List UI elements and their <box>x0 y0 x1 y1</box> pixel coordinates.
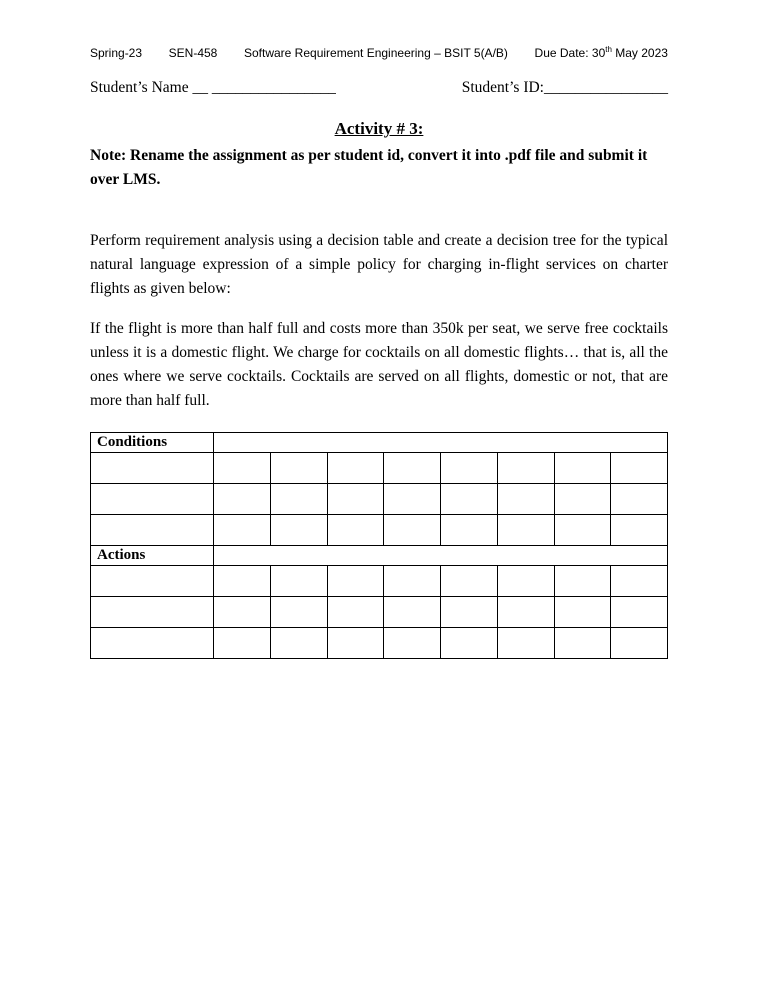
actions-empty-row <box>91 597 668 628</box>
task-paragraph: Perform requirement analysis using a decision table and create a decision tree for the typical natural language expression of a simple policy for charging in-flight services on charter flights as given below: <box>90 232 668 297</box>
actions-header-row <box>91 546 668 566</box>
document-header <box>90 46 668 60</box>
actions-empty-cell <box>91 628 214 659</box>
actions-empty-cell <box>91 566 214 597</box>
actions-empty-cell <box>554 628 611 659</box>
conditions-empty-cell <box>441 484 498 515</box>
actions-empty-cell <box>384 628 441 659</box>
conditions-empty-cell <box>270 453 327 484</box>
due-date-ordinal: th <box>605 45 612 54</box>
actions-empty-cell <box>497 566 554 597</box>
student-id-blank: Student’s ID:________________ <box>461 79 668 96</box>
conditions-empty-row <box>91 453 668 484</box>
conditions-empty-cell <box>611 453 668 484</box>
conditions-empty-cell <box>384 515 441 546</box>
conditions-empty-cell <box>270 484 327 515</box>
due-date <box>535 46 668 60</box>
actions-empty-cell <box>441 597 498 628</box>
conditions-empty-cell <box>441 453 498 484</box>
conditions-empty-cell <box>497 484 554 515</box>
conditions-empty-cell <box>554 453 611 484</box>
policy-paragraph: If the flight is more than half full and costs more than 350k per seat, we serve free cocktails unless it is a domestic flight. We charge for cocktails on all domestic flights… that is, all the ones where we serve cocktails. Cocktails are served on all flights, domestic or not, that are more than half full. <box>90 320 668 409</box>
conditions-empty-cell <box>327 515 384 546</box>
actions-empty-cell <box>497 628 554 659</box>
actions-empty-cell <box>270 566 327 597</box>
actions-header-blank <box>214 546 668 566</box>
conditions-empty-cell <box>214 453 271 484</box>
actions-empty-cell <box>270 597 327 628</box>
page-title: Activity # 3: <box>334 119 424 138</box>
term-label: Spring-23 <box>90 46 143 60</box>
student-info-line <box>90 79 668 97</box>
conditions-empty-cell <box>554 484 611 515</box>
actions-empty-cell <box>441 628 498 659</box>
actions-empty-cell <box>214 628 271 659</box>
conditions-empty-cell <box>611 515 668 546</box>
conditions-empty-cell <box>384 484 441 515</box>
due-date-suffix: May 2023 <box>611 46 668 60</box>
conditions-empty-cell <box>554 515 611 546</box>
actions-empty-cell <box>214 597 271 628</box>
actions-empty-cell <box>270 628 327 659</box>
due-date-prefix: Due Date: 30 <box>534 46 606 60</box>
conditions-empty-cell <box>497 515 554 546</box>
conditions-empty-cell <box>441 515 498 546</box>
note-text: Note: Rename the assignment as per student id, convert it into .pdf file and submit it over LMS. <box>90 147 648 188</box>
conditions-empty-cell <box>327 484 384 515</box>
actions-empty-cell <box>554 566 611 597</box>
course-title: Software Requirement Engineering – BSIT 5(A/B) <box>243 46 508 60</box>
actions-empty-row <box>91 628 668 659</box>
actions-empty-cell <box>441 566 498 597</box>
conditions-empty-cell <box>327 453 384 484</box>
student-name-blank: Student’s Name __ ________________ <box>90 79 336 96</box>
conditions-header-row <box>91 433 668 453</box>
actions-empty-cell <box>497 597 554 628</box>
actions-empty-cell <box>327 597 384 628</box>
conditions-empty-cell <box>91 484 214 515</box>
conditions-label: Conditions <box>91 433 214 453</box>
actions-empty-cell <box>214 566 271 597</box>
decision-table-body <box>91 433 668 659</box>
conditions-empty-cell <box>497 453 554 484</box>
conditions-empty-cell <box>384 453 441 484</box>
actions-label: Actions <box>91 546 214 566</box>
decision-table <box>90 432 668 659</box>
conditions-empty-cell <box>214 484 271 515</box>
actions-empty-cell <box>611 628 668 659</box>
conditions-empty-row <box>91 515 668 546</box>
conditions-empty-cell <box>91 453 214 484</box>
actions-empty-cell <box>91 597 214 628</box>
actions-empty-row <box>91 566 668 597</box>
conditions-empty-cell <box>214 515 271 546</box>
actions-empty-cell <box>611 566 668 597</box>
conditions-header-blank <box>214 433 668 453</box>
actions-empty-cell <box>327 628 384 659</box>
actions-empty-cell <box>611 597 668 628</box>
actions-empty-cell <box>554 597 611 628</box>
conditions-empty-cell <box>91 515 214 546</box>
conditions-empty-cell <box>270 515 327 546</box>
actions-empty-cell <box>384 597 441 628</box>
actions-empty-cell <box>384 566 441 597</box>
course-code: SEN-458 <box>168 46 218 60</box>
conditions-empty-row <box>91 484 668 515</box>
actions-empty-cell <box>327 566 384 597</box>
conditions-empty-cell <box>611 484 668 515</box>
